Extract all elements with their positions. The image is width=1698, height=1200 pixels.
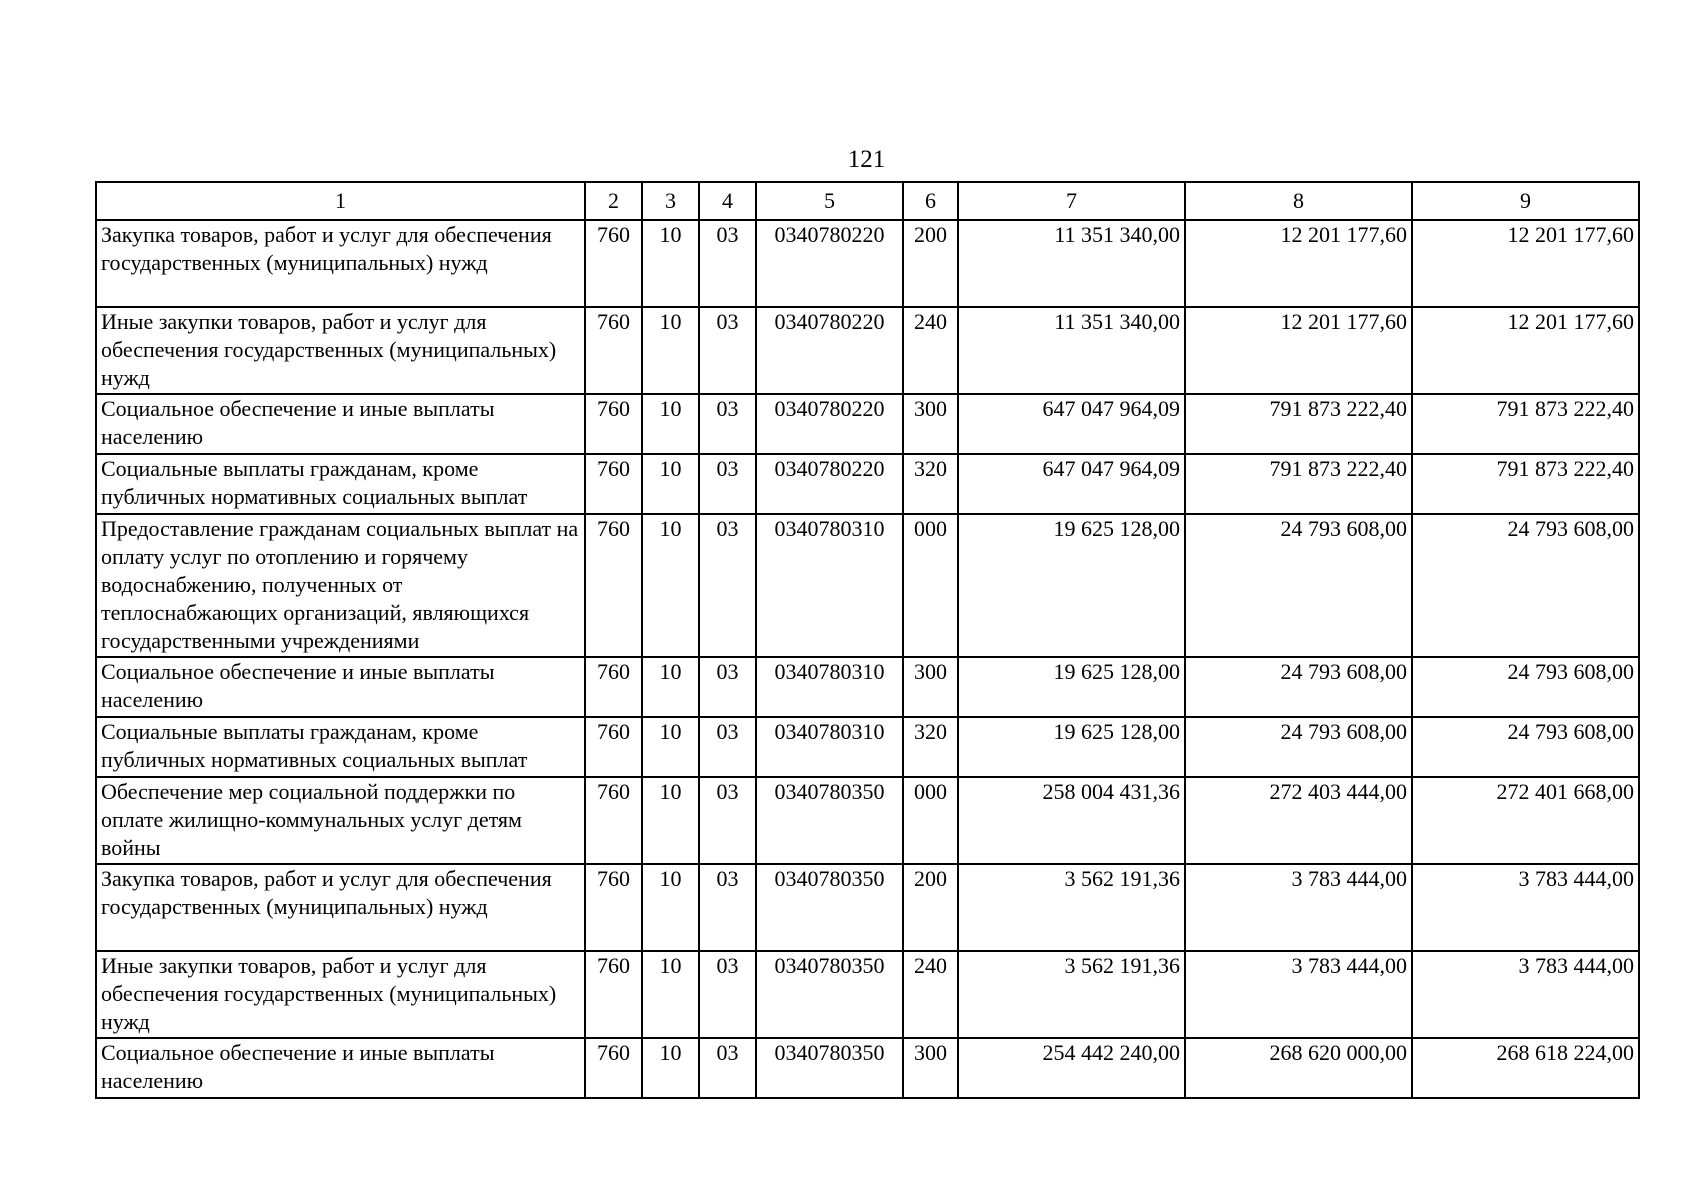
target-article-cell: 0340780310 [756,717,903,777]
ministry-code-cell: 760 [585,864,642,951]
amount-col8-cell: 272 403 444,00 [1185,777,1412,864]
amount-col9-cell: 791 873 222,40 [1412,394,1639,454]
expense-name-cell: Обеспечение мер социальной поддержки по оплате жилищно-коммунальных услуг детям войны [96,777,585,864]
amount-col8-cell: 24 793 608,00 [1185,514,1412,657]
expense-type-cell: 240 [903,307,958,394]
section-code-cell: 10 [642,394,699,454]
expense-name-cell: Иные закупки товаров, работ и услуг для обеспечения государственных (муниципальных) нужд [96,307,585,394]
ministry-code-cell: 760 [585,220,642,307]
ministry-code-cell: 760 [585,1038,642,1098]
amount-col9-cell: 24 793 608,00 [1412,514,1639,657]
table-row [96,307,1639,394]
expense-type-cell: 000 [903,777,958,864]
amount-col7-cell: 647 047 964,09 [958,394,1185,454]
expense-name-cell: Социальное обеспечение и иные выплаты населению [96,394,585,454]
expense-name-cell: Социальное обеспечение и иные выплаты населению [96,1038,585,1098]
column-header: 9 [1412,182,1639,220]
expense-type-cell: 320 [903,717,958,777]
section-code-cell: 10 [642,657,699,717]
amount-col7-cell: 3 562 191,36 [958,864,1185,951]
budget-table [95,181,1640,1099]
table-row [96,951,1639,1038]
amount-col8-cell: 791 873 222,40 [1185,394,1412,454]
amount-col8-cell: 24 793 608,00 [1185,717,1412,777]
ministry-code-cell: 760 [585,307,642,394]
table-row [96,777,1639,864]
column-header: 1 [96,182,585,220]
table-row [96,454,1639,514]
table-row [96,394,1639,454]
expense-name-cell: Иные закупки товаров, работ и услуг для обеспечения государственных (муниципальных) нужд [96,951,585,1038]
amount-col8-cell: 3 783 444,00 [1185,951,1412,1038]
column-header: 3 [642,182,699,220]
table-row [96,1038,1639,1098]
section-code-cell: 10 [642,777,699,864]
table-row [96,514,1639,657]
expense-name-cell: Социальное обеспечение и иные выплаты населению [96,657,585,717]
subsection-code-cell: 03 [699,864,756,951]
header-row [96,182,1639,220]
amount-col8-cell: 12 201 177,60 [1185,220,1412,307]
amount-col7-cell: 19 625 128,00 [958,717,1185,777]
expense-type-cell: 000 [903,514,958,657]
expense-type-cell: 300 [903,394,958,454]
amount-col9-cell: 272 401 668,00 [1412,777,1639,864]
expense-name-cell: Социальные выплаты гражданам, кроме публичных нормативных социальных выплат [96,454,585,514]
ministry-code-cell: 760 [585,454,642,514]
ministry-code-cell: 760 [585,951,642,1038]
expense-type-cell: 320 [903,454,958,514]
amount-col9-cell: 268 618 224,00 [1412,1038,1639,1098]
amount-col7-cell: 19 625 128,00 [958,657,1185,717]
target-article-cell: 0340780350 [756,777,903,864]
amount-col7-cell: 254 442 240,00 [958,1038,1185,1098]
target-article-cell: 0340780310 [756,657,903,717]
amount-col9-cell: 12 201 177,60 [1412,307,1639,394]
amount-col9-cell: 24 793 608,00 [1412,717,1639,777]
target-article-cell: 0340780350 [756,951,903,1038]
page-number: 121 [847,146,886,173]
amount-col9-cell: 3 783 444,00 [1412,951,1639,1038]
subsection-code-cell: 03 [699,951,756,1038]
section-code-cell: 10 [642,454,699,514]
section-code-cell: 10 [642,307,699,394]
target-article-cell: 0340780220 [756,220,903,307]
amount-col7-cell: 19 625 128,00 [958,514,1185,657]
amount-col8-cell: 3 783 444,00 [1185,864,1412,951]
section-code-cell: 10 [642,717,699,777]
ministry-code-cell: 760 [585,777,642,864]
amount-col8-cell: 24 793 608,00 [1185,657,1412,717]
expense-type-cell: 200 [903,864,958,951]
amount-col9-cell: 24 793 608,00 [1412,657,1639,717]
expense-type-cell: 300 [903,657,958,717]
table-row [96,864,1639,951]
subsection-code-cell: 03 [699,657,756,717]
column-header: 8 [1185,182,1412,220]
section-code-cell: 10 [642,951,699,1038]
section-code-cell: 10 [642,1038,699,1098]
column-header: 5 [756,182,903,220]
expense-name-cell: Социальные выплаты гражданам, кроме публичных нормативных социальных выплат [96,717,585,777]
expense-type-cell: 200 [903,220,958,307]
table-row [96,717,1639,777]
expense-name-cell: Закупка товаров, работ и услуг для обеспечения государственных (муниципальных) нужд [96,864,585,951]
amount-col7-cell: 3 562 191,36 [958,951,1185,1038]
amount-col7-cell: 11 351 340,00 [958,220,1185,307]
subsection-code-cell: 03 [699,777,756,864]
target-article-cell: 0340780310 [756,514,903,657]
section-code-cell: 10 [642,220,699,307]
subsection-code-cell: 03 [699,394,756,454]
subsection-code-cell: 03 [699,454,756,514]
table-row [96,657,1639,717]
target-article-cell: 0340780220 [756,454,903,514]
ministry-code-cell: 760 [585,657,642,717]
amount-col9-cell: 791 873 222,40 [1412,454,1639,514]
amount-col7-cell: 647 047 964,09 [958,454,1185,514]
expense-name-cell: Предоставление гражданам социальных выплат на оплату услуг по отоплению и горячему водоснабжению, полученных от теплоснабжающих организаций, являющихся государственными учреждениями [96,514,585,657]
expense-name-cell: Закупка товаров, работ и услуг для обеспечения государственных (муниципальных) нужд [96,220,585,307]
target-article-cell: 0340780220 [756,394,903,454]
amount-col7-cell: 258 004 431,36 [958,777,1185,864]
section-code-cell: 10 [642,514,699,657]
expense-type-cell: 300 [903,1038,958,1098]
table-row [96,220,1639,307]
ministry-code-cell: 760 [585,394,642,454]
amount-col7-cell: 11 351 340,00 [958,307,1185,394]
subsection-code-cell: 03 [699,717,756,777]
subsection-code-cell: 03 [699,514,756,657]
target-article-cell: 0340780350 [756,864,903,951]
subsection-code-cell: 03 [699,220,756,307]
subsection-code-cell: 03 [699,307,756,394]
expense-type-cell: 240 [903,951,958,1038]
amount-col8-cell: 268 620 000,00 [1185,1038,1412,1098]
section-code-cell: 10 [642,864,699,951]
amount-col8-cell: 12 201 177,60 [1185,307,1412,394]
ministry-code-cell: 760 [585,717,642,777]
target-article-cell: 0340780350 [756,1038,903,1098]
amount-col8-cell: 791 873 222,40 [1185,454,1412,514]
subsection-code-cell: 03 [699,1038,756,1098]
column-header: 7 [958,182,1185,220]
target-article-cell: 0340780220 [756,307,903,394]
amount-col9-cell: 3 783 444,00 [1412,864,1639,951]
column-header: 6 [903,182,958,220]
amount-col9-cell: 12 201 177,60 [1412,220,1639,307]
column-header: 2 [585,182,642,220]
column-header: 4 [699,182,756,220]
ministry-code-cell: 760 [585,514,642,657]
